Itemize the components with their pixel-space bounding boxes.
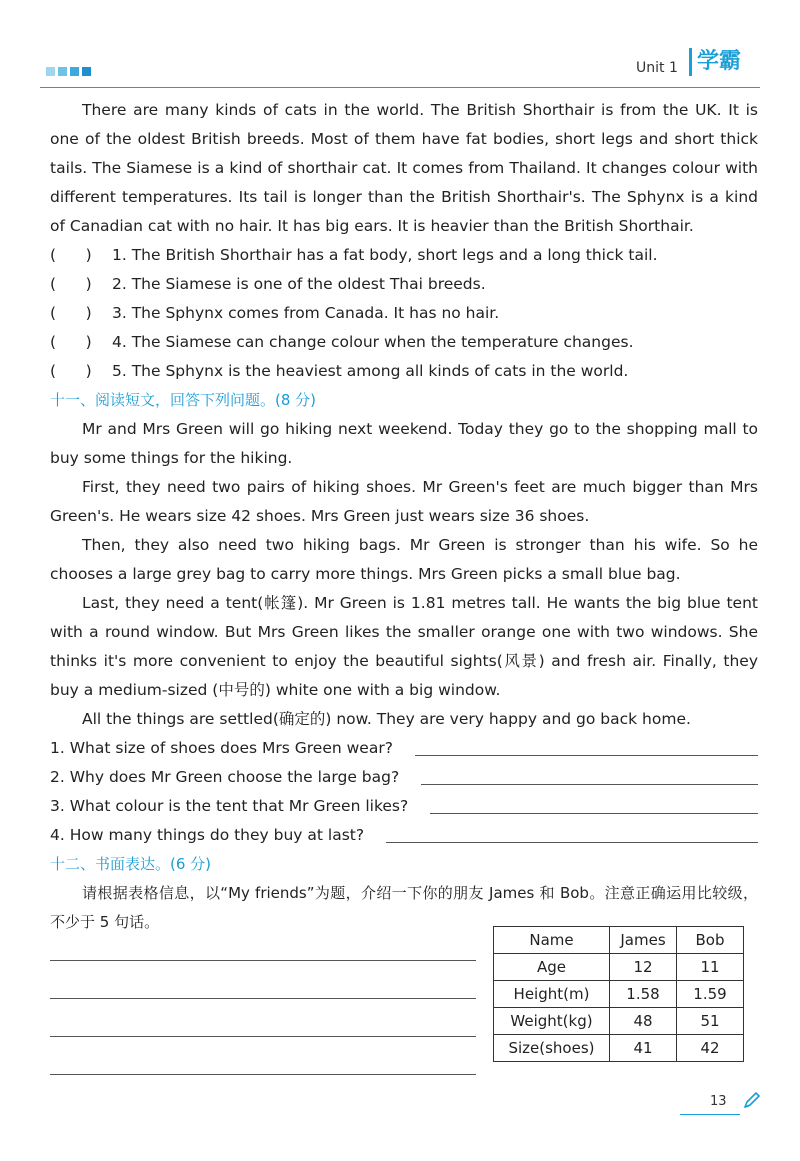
page-number: 13: [710, 1094, 727, 1109]
statement-text: 3. The Sphynx comes from Canada. It has no hair.: [112, 304, 500, 322]
table-cell: Weight(kg): [494, 1008, 610, 1035]
table-cell: 41: [610, 1035, 677, 1062]
statement-text: 1. The British Shorthair has a fat body, short legs and a long thick tail.: [112, 246, 658, 264]
table-cell: 12: [610, 954, 677, 981]
true-false-item: [50, 241, 758, 270]
table-header-cell: Name: [494, 927, 610, 954]
reading-passage: There are many kinds of cats in the world. The British Shorthair is from the UK. It is one of the oldest British breeds. Most of them have fat bodies, short legs and short thick tails. The Siamese is a kind of shorthair cat. It comes from Thailand. It changes colour with different temperatures. Its tail is longer than the British Shorthair's. The Sphynx is a kind of Canadian cat with no hair. It has big ears. It is heavier than the British Shorthair.: [50, 101, 758, 235]
table-row: [494, 981, 744, 1008]
passage-paragraph: Last, they need a tent(帐篷). Mr Green is 1.81 metres tall. He wants the big blue tent with a round window. But Mrs Green likes the smaller orange one with two windows. She thinks it's more convenient to enjoy the beautiful sights(风景) and fresh air. Finally, they buy a medium-sized (中号的) white one with a big window.: [50, 594, 758, 699]
writing-line[interactable]: [50, 960, 476, 961]
brand-logo: 学霸: [689, 48, 741, 76]
question-row: [50, 792, 758, 821]
table-row: [494, 1008, 744, 1035]
writing-line[interactable]: [50, 998, 476, 999]
pencil-icon: [742, 1090, 760, 1110]
passage-paragraph: All the things are settled(确定的) now. They are very happy and go back home.: [82, 710, 691, 728]
writing-line[interactable]: [50, 1074, 476, 1075]
table-header-cell: Bob: [677, 927, 744, 954]
table-cell: 1.59: [677, 981, 744, 1008]
page-content: [50, 96, 758, 937]
passage-paragraph: First, they need two pairs of hiking shoes. Mr Green's feet are much bigger than Mrs Green's. He wears size 42 shoes. Mrs Green just wears size 36 shoes.: [50, 478, 758, 525]
table-cell: 1.58: [610, 981, 677, 1008]
header-decoration: [46, 67, 91, 76]
true-false-item: [50, 357, 758, 386]
question-row: [50, 734, 758, 763]
true-false-item: [50, 299, 758, 328]
header-square: [46, 67, 55, 76]
writing-instruction: 请根据表格信息，以“My friends”为题，介绍一下你的朋友 James 和 Bob。注意正确运用比较级，不少于 5 句话。: [50, 884, 758, 931]
page-header: [0, 0, 800, 90]
question-row: [50, 763, 758, 792]
true-false-item: [50, 270, 758, 299]
writing-area[interactable]: [50, 928, 476, 1112]
table-cell: 48: [610, 1008, 677, 1035]
passage-paragraph: Mr and Mrs Green will go hiking next weekend. Today they go to the shopping mall to buy some things for the hiking.: [50, 420, 758, 467]
answer-parenthesis[interactable]: ( ): [50, 362, 92, 380]
question-row: [50, 821, 758, 850]
footer-divider: [680, 1114, 740, 1115]
header-square: [58, 67, 67, 76]
question-text: 3. What colour is the tent that Mr Green likes?: [50, 797, 409, 815]
table-cell: Size(shoes): [494, 1035, 610, 1062]
answer-line[interactable]: [386, 822, 758, 843]
statement-text: 4. The Siamese can change colour when the temperature changes.: [112, 333, 634, 351]
answer-line[interactable]: [430, 793, 758, 814]
header-square: [70, 67, 79, 76]
answer-parenthesis[interactable]: ( ): [50, 304, 92, 322]
statement-text: 2. The Siamese is one of the oldest Thai breeds.: [112, 275, 486, 293]
table-row: [494, 1035, 744, 1062]
true-false-item: [50, 328, 758, 357]
table-cell: 42: [677, 1035, 744, 1062]
table-cell: 11: [677, 954, 744, 981]
answer-parenthesis[interactable]: ( ): [50, 333, 92, 351]
friends-info-table: [493, 926, 744, 1062]
writing-line[interactable]: [50, 1036, 476, 1037]
unit-label: Unit 1: [636, 60, 678, 76]
table-cell: Age: [494, 954, 610, 981]
statement-text: 5. The Sphynx is the heaviest among all kinds of cats in the world.: [112, 362, 629, 380]
table-header-cell: James: [610, 927, 677, 954]
question-text: 2. Why does Mr Green choose the large bag?: [50, 768, 400, 786]
answer-line[interactable]: [421, 764, 758, 785]
table-header-row: [494, 927, 744, 954]
table-row: [494, 954, 744, 981]
question-text: 1. What size of shoes does Mrs Green wear?: [50, 739, 393, 757]
answer-parenthesis[interactable]: ( ): [50, 246, 92, 264]
section-11-title: 十一、阅读短文，回答下列问题。(8 分): [50, 391, 317, 409]
passage-paragraph: Then, they also need two hiking bags. Mr Green is stronger than his wife. So he chooses a large grey bag to carry more things. Mrs Green picks a small blue bag.: [50, 536, 758, 583]
question-text: 4. How many things do they buy at last?: [50, 826, 365, 844]
table-cell: Height(m): [494, 981, 610, 1008]
section-12-title: 十二、书面表达。(6 分): [50, 855, 212, 873]
answer-line[interactable]: [415, 735, 758, 756]
answer-parenthesis[interactable]: ( ): [50, 275, 92, 293]
header-divider: [40, 87, 760, 88]
table-cell: 51: [677, 1008, 744, 1035]
header-square: [82, 67, 91, 76]
